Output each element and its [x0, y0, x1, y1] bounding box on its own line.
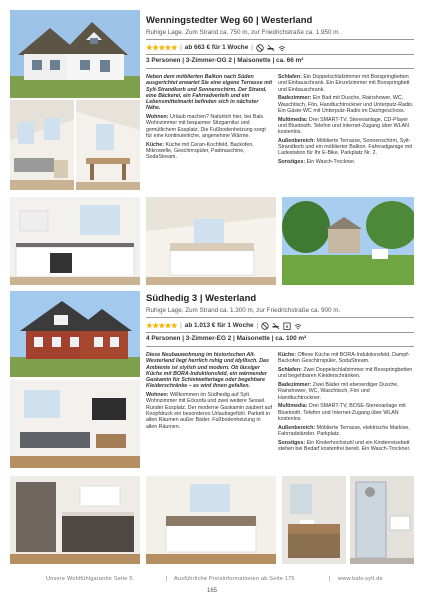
- no-pets-icon: [261, 322, 269, 330]
- footer-website-link[interactable]: www.bals-sylt.de: [338, 576, 383, 582]
- photo-house-2-bathroom-1: [282, 476, 346, 564]
- detail-paragraph: [278, 382, 414, 401]
- listing-2-left-column: [146, 352, 273, 432]
- detail-label: Sonstiges:: [278, 439, 306, 446]
- listing-1-title: Wenningstedter Weg 60 | Westerland: [146, 15, 313, 26]
- detail-paragraph: [278, 74, 414, 93]
- detail-paragraph: [278, 367, 414, 380]
- listing-2-rating-row: ★★★★★ | ab 1.013 € für 1 Woche |: [146, 321, 302, 330]
- footer-separator: |: [329, 576, 331, 582]
- non-smoking-icon: [272, 322, 280, 330]
- photo-house-1-bedroom: [146, 197, 276, 285]
- listing-2-facts: 4 Personen | 3-Zimmer-EG 2 | Maisonette | ca. 100 m²: [146, 335, 307, 342]
- divider: [146, 332, 414, 333]
- listing-1-left-column: [146, 74, 273, 163]
- detail-paragraph: [278, 440, 414, 453]
- detail-label: Schlafen:: [278, 366, 302, 373]
- listing-1-subtitle: Ruhige Lage. Zum Strand ca. 750 m, zur Friedrichstraße ca. 1.950 m.: [146, 29, 341, 36]
- photo-house-2-bedroom: [146, 476, 276, 564]
- detail-text: Urlaub machen? Natürlich hier, bei Bals. Wohnzimmer mit bequemer Sitzgarnitur und gemütlichem Essplatz. Die Fußbodenheizung sorgt für eine kontinuierliche, angenehme Wärme.: [146, 114, 266, 140]
- detail-text: Möblierte Terrasse, elektrische Markise, Fahrradständer. Parkplatz.: [278, 424, 410, 437]
- divider: [146, 346, 414, 347]
- detail-paragraph: [278, 352, 414, 365]
- detail-text: Ein Kinderhochstuhl und ein Kinderreisebett stehen bei Bedarf kostenfrei bereit. Ein Wasch-Trockner.: [278, 439, 411, 452]
- star-rating: ★★★★★: [146, 43, 178, 52]
- detail-label: Schlafen:: [278, 74, 302, 80]
- detail-label: Außenbereich:: [278, 424, 316, 431]
- divider: [146, 39, 414, 40]
- photo-house-2-kitchen: [10, 476, 140, 564]
- detail-text: Offene Küche mit BORA-Induktionsfeld, Dampf-Backofen Geschirrspüler, SodaStream.: [278, 352, 410, 365]
- photo-house-1-dining: [76, 100, 140, 190]
- listing-1-price: ab 663 € für 1 Woche: [184, 44, 249, 51]
- listing-1-facts: 3 Personen | 3-Zimmer-OG 2 | Maisonette | ca. 66 m²: [146, 57, 304, 64]
- fireplace-icon: [283, 322, 291, 330]
- footer-separator: |: [166, 576, 168, 582]
- listing-1-right-column: [278, 74, 414, 168]
- detail-label: Küche:: [278, 352, 296, 358]
- detail-text: Ein Doppelschlafzimmer mit Boxspringbetten und Einbauschrank. Ein Einzelzimmer mit Boxspringbett und Einbauschrank.: [278, 74, 410, 93]
- footer-price-info-link[interactable]: Ausführliche Preisinformationen ab Seite 175: [174, 576, 295, 582]
- detail-label: Wohnen:: [146, 392, 169, 399]
- detail-paragraph: [278, 159, 414, 165]
- detail-label: Badezimmer:: [278, 95, 312, 102]
- detail-text: Küche mit Ceran-Kochfeld, Backofen, Mikrowelle, Geschirrspüler, Padmaschine, SodaStream.: [146, 141, 254, 161]
- non-smoking-icon: [267, 44, 275, 52]
- detail-paragraph: [278, 95, 414, 114]
- wifi-icon: [294, 322, 302, 330]
- photo-house-1-kitchen: [10, 197, 140, 285]
- detail-paragraph: [146, 142, 273, 161]
- no-pets-icon: [256, 44, 264, 52]
- detail-paragraph: [278, 138, 414, 157]
- detail-text: Ein Bad mit Dusche, Rainshower, WC, Waschtisch, Fön, Handtuchtrockner und Unterputz-Radio. Ein Gäste-WC mit Unterputz-Radio im Dachgeschoss.: [278, 95, 414, 114]
- listing-2-right-column: [278, 352, 414, 455]
- detail-paragraph: [278, 117, 414, 136]
- detail-label: Wohnen:: [146, 114, 169, 121]
- detail-text: Drei SMART-TV, Stereoanlage, CD-Player und Bluetooth. Telefon und Internet-Zugang über WLAN kostenlos.: [278, 116, 409, 136]
- detail-paragraph: [278, 403, 414, 422]
- detail-paragraph: [146, 114, 273, 139]
- detail-text: Drei SMART-TV, BOSE-Stereoanlage mit Bluetooth. Telefon und Internet-Zugang über WLAN kostenlos.: [278, 403, 406, 422]
- divider: [146, 54, 414, 55]
- wifi-icon: [278, 44, 286, 52]
- divider: [146, 68, 414, 69]
- listing-2-subtitle: Ruhige Lage. Zum Strand ca. 1.300 m, zur Friedrichstraße ca. 900 m.: [146, 307, 341, 314]
- photo-house-2-bathroom-2: [350, 476, 414, 564]
- photo-house-1-living: [10, 100, 74, 190]
- detail-label: Küche:: [146, 141, 164, 148]
- detail-paragraph: [146, 392, 273, 430]
- detail-text: Möblierte Terrasse, Sonnenschirm, Sylt-Strandkorb und ein möblierter Balkon. Fahrradgarage mit Ladestation für Ihr E-Bike. Parkplatz Nr. 2.: [278, 137, 412, 157]
- detail-paragraph: [278, 425, 414, 438]
- detail-label: Sonstiges:: [278, 159, 306, 166]
- detail-text: Zwei Bäder mit ebenerdiger Dusche, Rainshower, WC, Waschtisch, Fön und Handtuchtrockner.: [278, 381, 399, 401]
- detail-label: Außenbereich:: [278, 137, 316, 144]
- footer-guarantee-link[interactable]: Unsere Wohlfühlgarantie Seite 5: [46, 576, 133, 582]
- listing-2-title: Südhedig 3 | Westerland: [146, 293, 257, 304]
- listing-2-intro: Diese Neubauwohnung im historischen Alt-Westerland liegt herrlich ruhig und idyllisch. Das Ambiente ist stylish und modern. Ob lässiger Küche mit BORA-Induktionsfeld, ein wärmender Gaskamin für Schietwettertage oder begehbare Kleiderschränke – es wird ihnen gefallen.: [146, 352, 269, 390]
- detail-label: Multimedia:: [278, 403, 308, 410]
- detail-text: Willkommen im Südhedig auf Sylt. Wohnzimmer mit Ecksofa und zwei weitere Sessel. Runder Essplatz. Der moderne Gaskamin zaubert auf Knopfdruck ein besonderes Urlaubsgefühl. Parkett in allen Räumen außer Bäder. Fußbodenheizung in allen Räumen.: [146, 392, 273, 430]
- photo-house-1-exterior: [10, 10, 140, 98]
- listing-2-price: ab 1.013 € für 1 Woche: [184, 322, 254, 329]
- photo-house-2-living: [10, 380, 140, 468]
- photo-house-2-exterior: [10, 291, 140, 377]
- listing-1-intro: Neben dem möblierten Balkon nach Süden ausgerichtet erwartet Sie eine eigene Terrasse mit Sylt-Strandkorb und Sonnenschirm. Der Strand, eine Bäckerei, ein Fahrradverleih und ein Lebensmittelmarkt befinden sich in nächster Nähe.: [146, 74, 273, 112]
- star-rating: ★★★★★: [146, 321, 178, 330]
- detail-text: Ein Wasch-Trockner.: [306, 159, 356, 166]
- detail-label: Multimedia:: [278, 116, 308, 123]
- detail-text: Zwei Doppelschlafzimmer mit Boxspringbetten und begehbaren Kleiderschränken.: [278, 366, 413, 380]
- page-number: 165: [206, 588, 217, 594]
- divider: [146, 317, 414, 318]
- listing-1-rating-row: ★★★★★ | ab 663 € für 1 Woche |: [146, 43, 286, 52]
- detail-label: Badezimmer:: [278, 381, 312, 388]
- photo-house-1-garden: [282, 197, 414, 285]
